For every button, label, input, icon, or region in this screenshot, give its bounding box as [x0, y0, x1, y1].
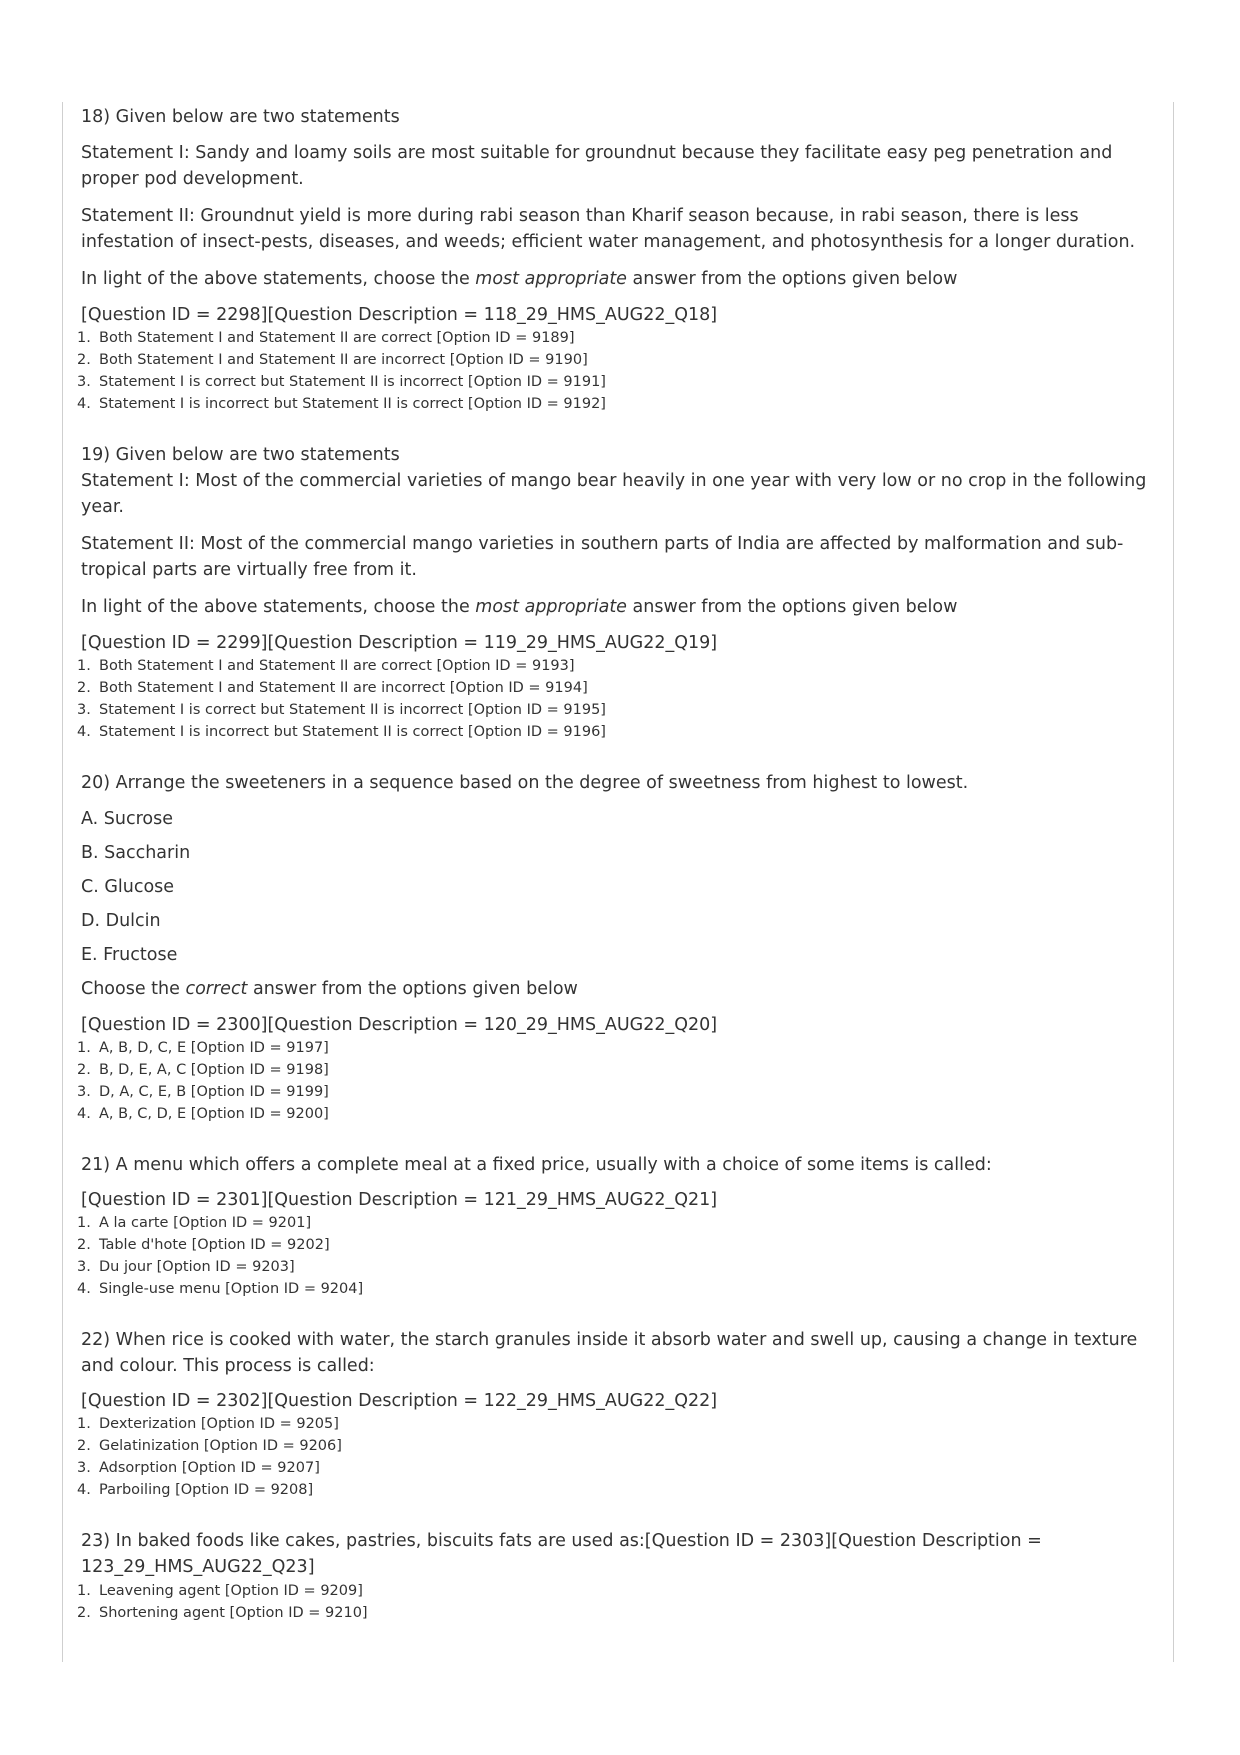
option-text: A la carte [Option ID = 9201] — [99, 1215, 312, 1231]
option-number: 1. — [77, 1040, 91, 1056]
question-id: [Question ID = 2299][Question Description = 119_29_HMS_AUG22_Q19] — [81, 633, 718, 653]
option-text: Dexterization [Option ID = 9205] — [99, 1416, 339, 1432]
question-title: 23) In baked foods like cakes, pastries, biscuits fats are used as:[Question ID = 2303][Question Description = 123_29_HMS_AUG22_Q23] — [81, 1531, 1042, 1577]
option-text: Both Statement I and Statement II are incorrect [Option ID = 9190] — [99, 352, 588, 368]
option-text: Table d'hote [Option ID = 9202] — [99, 1237, 330, 1253]
statement-1: Statement I: Most of the commercial varieties of mango bear heavily in one year with very low or no crop in the following year. — [81, 471, 1147, 517]
question-20 — [74, 770, 1160, 1125]
option-number: 1. — [77, 1583, 91, 1599]
option-text: Both Statement I and Statement II are correct [Option ID = 9189] — [99, 330, 575, 346]
instruction-emphasis: most appropriate — [475, 269, 627, 289]
option-item[interactable] — [77, 1037, 1160, 1059]
option-item[interactable] — [77, 1602, 1160, 1624]
option-item[interactable] — [77, 1234, 1160, 1256]
option-number: 2. — [77, 352, 91, 368]
question-18 — [74, 104, 1160, 415]
option-list — [74, 1037, 1160, 1125]
option-text: Statement I is correct but Statement II is incorrect [Option ID = 9195] — [99, 702, 606, 718]
question-list — [74, 104, 1160, 1624]
instruction-emphasis: most appropriate — [475, 597, 627, 617]
option-item[interactable] — [77, 327, 1160, 349]
sequence-item: E. Fructose — [81, 945, 178, 965]
sequence-item: D. Dulcin — [81, 911, 161, 931]
question-title: 21) A menu which offers a complete meal at a fixed price, usually with a choice of some items is called: — [81, 1155, 992, 1175]
question-title: 19) Given below are two statements — [81, 445, 400, 465]
option-item[interactable] — [77, 1413, 1160, 1435]
option-text: Du jour [Option ID = 9203] — [99, 1259, 295, 1275]
question-title: 20) Arrange the sweeteners in a sequence based on the degree of sweetness from highest to lowest. — [81, 773, 969, 793]
option-item[interactable] — [77, 1256, 1160, 1278]
option-item[interactable] — [77, 393, 1160, 415]
option-text: Leavening agent [Option ID = 9209] — [99, 1583, 363, 1599]
option-item[interactable] — [77, 655, 1160, 677]
option-number: 4. — [77, 396, 91, 412]
option-list — [74, 1413, 1160, 1501]
option-number: 2. — [77, 1062, 91, 1078]
option-text: Gelatinization [Option ID = 9206] — [99, 1438, 342, 1454]
option-number: 1. — [77, 658, 91, 674]
option-number: 3. — [77, 702, 91, 718]
option-number: 4. — [77, 1482, 91, 1498]
instruction — [81, 976, 1160, 1002]
question-id: [Question ID = 2302][Question Description = 122_29_HMS_AUG22_Q22] — [81, 1391, 718, 1411]
option-text: Both Statement I and Statement II are incorrect [Option ID = 9194] — [99, 680, 588, 696]
instruction-text: answer from the options given below — [626, 269, 958, 289]
option-text: Adsorption [Option ID = 9207] — [99, 1460, 320, 1476]
option-text: Shortening agent [Option ID = 9210] — [99, 1605, 368, 1621]
question-title: 22) When rice is cooked with water, the starch granules inside it absorb water and swell up, causing a change in texture and colour. This process is called: — [81, 1330, 1138, 1376]
option-number: 2. — [77, 1237, 91, 1253]
option-number: 4. — [77, 1106, 91, 1122]
instruction — [81, 266, 1160, 292]
question-23 — [74, 1528, 1160, 1624]
option-list — [74, 1580, 1160, 1624]
question-title: 18) Given below are two statements — [81, 107, 400, 127]
instruction-text: answer from the options given below — [626, 597, 958, 617]
instruction — [81, 594, 1160, 620]
option-item[interactable] — [77, 371, 1160, 393]
question-19 — [74, 442, 1160, 743]
instruction-text: Choose the — [81, 979, 186, 999]
question-22 — [74, 1327, 1160, 1501]
option-number: 1. — [77, 1215, 91, 1231]
option-text: A, B, D, C, E [Option ID = 9197] — [99, 1040, 329, 1056]
option-number: 3. — [77, 1259, 91, 1275]
option-text: Statement I is incorrect but Statement II is correct [Option ID = 9196] — [99, 724, 606, 740]
instruction-text: In light of the above statements, choose the — [81, 597, 476, 617]
option-item[interactable] — [77, 677, 1160, 699]
question-21 — [74, 1152, 1160, 1300]
question-id: [Question ID = 2301][Question Description = 121_29_HMS_AUG22_Q21] — [81, 1190, 718, 1210]
option-number: 2. — [77, 1605, 91, 1621]
option-number: 2. — [77, 680, 91, 696]
option-list — [74, 1212, 1160, 1300]
option-item[interactable] — [77, 1212, 1160, 1234]
option-text: Parboiling [Option ID = 9208] — [99, 1482, 314, 1498]
option-text: A, B, C, D, E [Option ID = 9200] — [99, 1106, 329, 1122]
option-number: 2. — [77, 1438, 91, 1454]
instruction-text: answer from the options given below — [247, 979, 578, 999]
option-item[interactable] — [77, 1479, 1160, 1501]
sequence-item: C. Glucose — [81, 877, 175, 897]
sequence-item: B. Saccharin — [81, 843, 191, 863]
option-text: Statement I is incorrect but Statement II is correct [Option ID = 9192] — [99, 396, 606, 412]
option-number: 1. — [77, 330, 91, 346]
option-item[interactable] — [77, 1435, 1160, 1457]
option-text: B, D, E, A, C [Option ID = 9198] — [99, 1062, 329, 1078]
option-number: 3. — [77, 1084, 91, 1100]
option-item[interactable] — [77, 1457, 1160, 1479]
option-item[interactable] — [77, 721, 1160, 743]
option-item[interactable] — [77, 1580, 1160, 1602]
option-number: 3. — [77, 1460, 91, 1476]
question-id: [Question ID = 2300][Question Description = 120_29_HMS_AUG22_Q20] — [81, 1015, 718, 1035]
option-text: D, A, C, E, B [Option ID = 9199] — [99, 1084, 329, 1100]
option-number: 3. — [77, 374, 91, 390]
statement-1: Statement I: Sandy and loamy soils are most suitable for groundnut because they facilitate easy peg penetration and proper pod development. — [81, 143, 1113, 189]
sequence-item: A. Sucrose — [81, 809, 174, 829]
statement-2: Statement II: Most of the commercial mango varieties in southern parts of India are affected by malformation and sub-tropical parts are virtually free from it. — [81, 534, 1124, 580]
option-list — [74, 655, 1160, 743]
question-id: [Question ID = 2298][Question Description = 118_29_HMS_AUG22_Q18] — [81, 305, 718, 325]
option-item[interactable] — [77, 349, 1160, 371]
instruction-emphasis: correct — [185, 979, 248, 999]
option-item[interactable] — [77, 1103, 1160, 1125]
option-text: Single-use menu [Option ID = 9204] — [99, 1281, 364, 1297]
statement-2: Statement II: Groundnut yield is more during rabi season than Kharif season because, in rabi season, there is less infestation of insect-pests, diseases, and weeds; efficient water management, and photosynthesis for a longer duration. — [81, 206, 1136, 252]
option-text: Statement I is correct but Statement II is incorrect [Option ID = 9191] — [99, 374, 606, 390]
option-item[interactable] — [77, 699, 1160, 721]
option-number: 1. — [77, 1416, 91, 1432]
option-item[interactable] — [77, 1081, 1160, 1103]
option-item[interactable] — [77, 1278, 1160, 1300]
instruction-text: In light of the above statements, choose the — [81, 269, 476, 289]
option-list — [74, 327, 1160, 415]
option-text: Both Statement I and Statement II are correct [Option ID = 9193] — [99, 658, 575, 674]
option-item[interactable] — [77, 1059, 1160, 1081]
option-number: 4. — [77, 1281, 91, 1297]
option-number: 4. — [77, 724, 91, 740]
